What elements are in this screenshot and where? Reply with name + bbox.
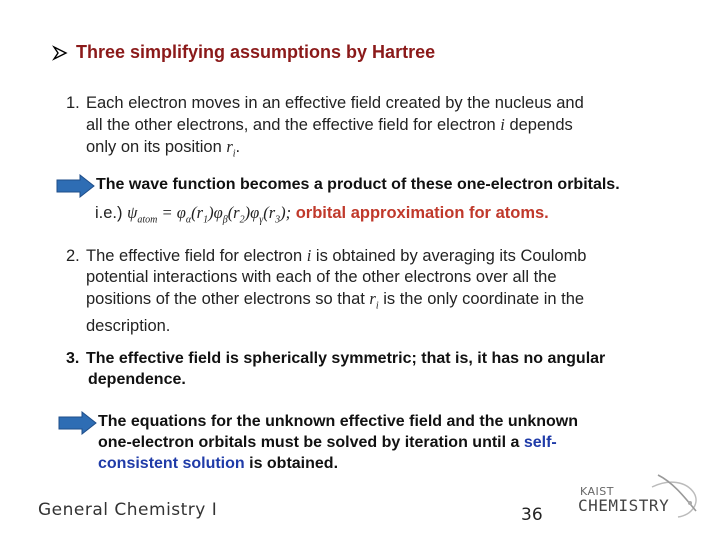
blue-arrow-icon bbox=[58, 411, 98, 435]
implication-2-text: The equations for the unknown effective field and the unknown one-electron orbitals must be solved by iteration until a self- consistent solution is obtained. bbox=[98, 413, 579, 472]
slide-heading bbox=[52, 42, 435, 63]
assumption-2 bbox=[66, 245, 587, 337]
logo-chemistry-text: CHEMISTRY bbox=[578, 496, 670, 515]
course-title: General Chemistry I bbox=[38, 500, 218, 520]
orbital-equation: i.e.) $\psi_{atom} = \varphi_\alpha(r_1)\varphi_\beta(r_2)\varphi_\gamma(r_3)$; orbital approximation for atoms. bbox=[95, 203, 549, 226]
orbital-approximation-note: orbital approximation for atoms. bbox=[295, 204, 549, 222]
logo-kaist-text: KAIST bbox=[580, 485, 614, 498]
assumption-3-line-1: 3. The effective field is spherically symmetric; that is, it has no angular bbox=[66, 350, 606, 367]
blue-arrow-icon bbox=[56, 174, 96, 198]
assumption-3-line-2: dependence. bbox=[88, 371, 186, 388]
assumption-2-line-2: potential interactions with each of the other electrons over all the bbox=[86, 268, 557, 286]
assumption-2-line-1: 2. The effective field for electron i is obtained by averaging its Coulomb bbox=[66, 246, 587, 265]
implication-2 bbox=[58, 411, 578, 474]
assumption-1-line-1: 1. Each electron moves in an effective field created by the nucleus and bbox=[66, 94, 584, 112]
implication-1-text: The wave function becomes a product of these one-electron orbitals. bbox=[96, 176, 620, 193]
assumption-2-line-3: positions of the other electrons so that $r_i$ is the only coordinate in the bbox=[86, 289, 585, 312]
implication-1 bbox=[56, 174, 620, 198]
heading-text: Three simplifying assumptions by Hartree bbox=[76, 42, 436, 62]
equation-formula: $\psi_{atom} = \varphi_\alpha(r_1)\varphi_\beta(r_2)\varphi_\gamma(r_3)$; bbox=[127, 203, 292, 226]
assumption-3 bbox=[66, 348, 605, 390]
kaist-chemistry-logo bbox=[574, 465, 704, 525]
self-consistent-highlight: self- bbox=[523, 434, 557, 451]
assumption-1 bbox=[66, 93, 584, 164]
assumption-1-line-3: only on its position $r_i$. bbox=[86, 137, 241, 160]
page-number: 36 bbox=[521, 505, 543, 525]
assumption-2-line-4: description. bbox=[86, 317, 171, 336]
arrow-bullet-icon bbox=[52, 45, 68, 61]
assumption-1-line-2: all the other electrons, and the effective field for electron i depends bbox=[86, 115, 573, 134]
